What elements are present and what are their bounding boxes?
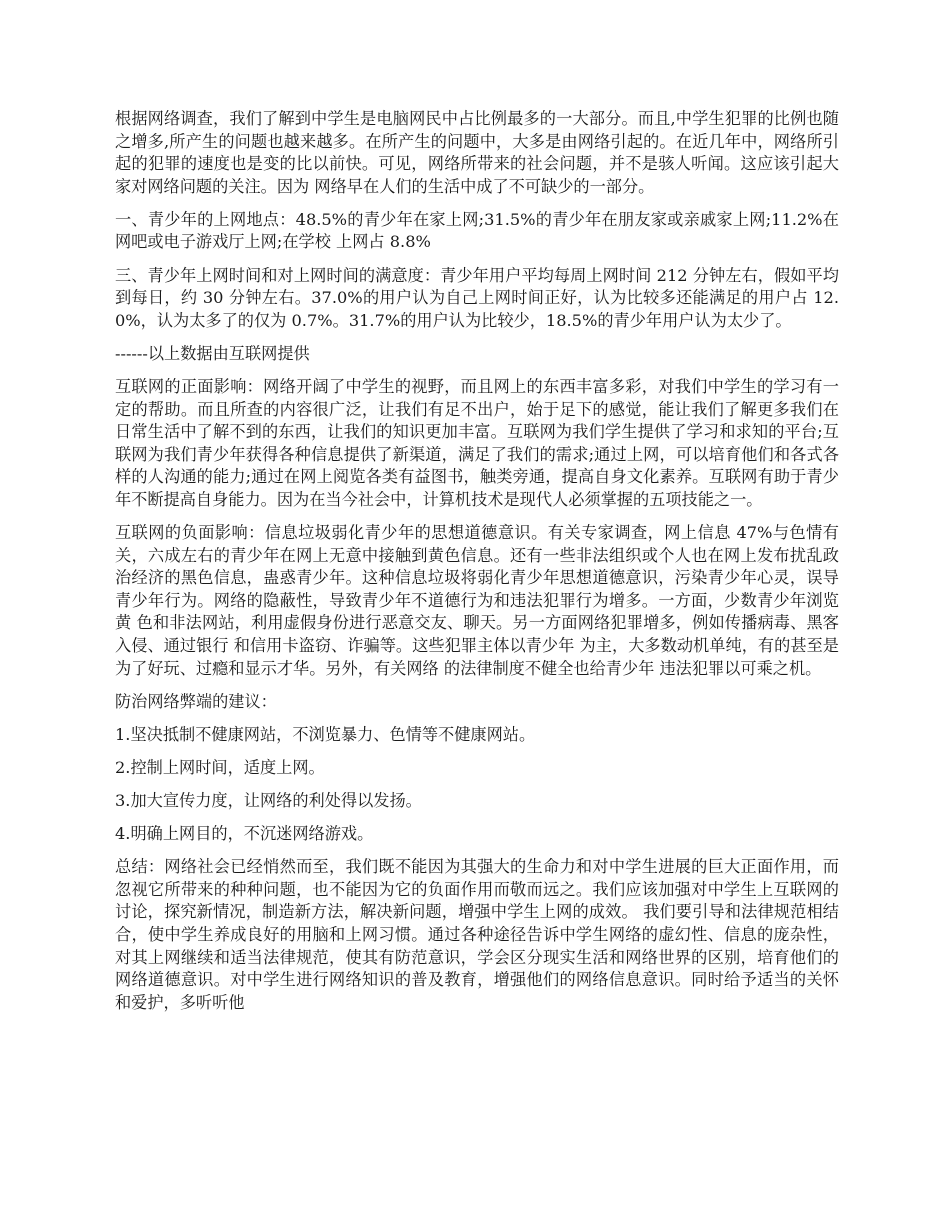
suggestion-item-1: 1.坚决抵制不健康网站，不浏览暴力、色情等不健康网站。: [115, 724, 536, 744]
paragraph-suggestions-heading: 防治网络弊端的建议：: [115, 691, 277, 711]
paragraph-data-source: ------以上数据由互联网提供: [115, 343, 310, 363]
paragraph-negative-impact: 互联网的负面影响：信息垃圾弱化青少年的思想道德意识。有关专家调查，网上信息 47%与色情有关，六成左右的青少年在网上无意中接触到黄色信息。还有一些非法组织或个人也在网上发布扰乱政治经济的黑色信息，蛊惑青少年。这种信息垃圾将弱化青少年思想道德意识，污染青少年心灵，误导青少年行为。网络的隐蔽性，导致青少年不道德行为和违法犯罪行为增多。一方面，少数青少年浏览黄 色和非法网站，利用虚假身份进行恶意交友、聊天。另一方面网络犯罪增多，例如传播病毒、黑客入侵、通过银行 和信用卡盗窃、诈骗等。这些犯罪主体以青少年 为主，大多数动机单纯，有的甚至是为了好玩、过瘾和显示才华。另外，有关网络 的法律制度不健全也给青少年 违法犯罪以可乘之机。: [115, 523, 839, 678]
suggestion-item-2: 2.控制上网时间，适度上网。: [115, 757, 325, 777]
document-body: [115, 108, 839, 1025]
paragraph-time-stats: 三、青少年上网时间和对上网时间的满意度：青少年用户平均每周上网时间 212 分钟左右，假如平均到每日，约 30 分钟左右。37.0%的用户认为自己上网时间正好，认为比较多还能满足的用户占 12.0%，认为太多了的仅为 0.7%。31.7%的用户认为比较少，18.5%的青少年用户认为太少了。: [115, 265, 839, 330]
suggestion-item-4: 4.明确上网目的，不沉迷网络游戏。: [115, 824, 374, 844]
paragraph-location-stats: 一、青少年的上网地点：48.5%的青少年在家上网;31.5%的青少年在朋友家或亲戚家上网;11.2%在网吧或电子游戏厅上网;在学校 上网占 8.8%: [115, 209, 839, 252]
paragraph-positive-impact: 互联网的正面影响：网络开阔了中学生的视野，而且网上的东西丰富多彩，对我们中学生的学习有一定的帮助。而且所查的内容很广泛，让我们有足不出户，始于足下的感觉，能让我们了解更多我们在日常生活中了解不到的东西，让我们的知识更加丰富。互联网为我们学生提供了学习和求知的平台;互联网为我们青少年获得各种信息提供了新渠道，满足了我们的需求;通过上网，可以培育他们和各式各样的人沟通的能力;通过在网上阅览各类有益图书，触类旁通，提高自身文化素养。互联网有助于青少年不断提高自身能力。因为在当今社会中，计算机技术是现代人必须掌握的五项技能之一。: [115, 376, 839, 509]
paragraph-conclusion: 总结：网络社会已经悄然而至，我们既不能因为其强大的生命力和对中学生进展的巨大正面作用，而忽视它所带来的种种问题，也不能因为它的负面作用而敬而远之。我们应该加强对中学生上互联网的讨论，探究新情况，制造新方法，解决新问题，增强中学生上网的成效。 我们要引导和法律规范相结合，使中学生养成良好的用脑和上网习惯。通过各种途径告诉中学生网络的虚幻性、信息的庞杂性，对其上网继续和适当法律规范，使其有防范意识，学会区分现实生活和网络世界的区别，培育他们的网络道德意识。对中学生进行网络知识的普及教育，增强他们的网络信息意识。同时给予适当的关怀和爱护，多听听他: [115, 857, 839, 1012]
suggestion-item-3: 3.加大宣传力度，让网络的利处得以发扬。: [115, 790, 422, 810]
paragraph-intro: 根据网络调查，我们了解到中学生是电脑网民中占比例最多的一大部分。而且,中学生犯罪的比例也随之增多,所产生的问题也越来越多。在所产生的问题中，大多是由网络引起的。在近几年中，网络所引起的犯罪的速度也是变的比以前快。可见，网络所带来的社会问题，并不是骇人听闻。这应该引起大家对网络问题的关注。因为 网络早在人们的生活中成了不可缺少的一部分。: [115, 109, 839, 196]
